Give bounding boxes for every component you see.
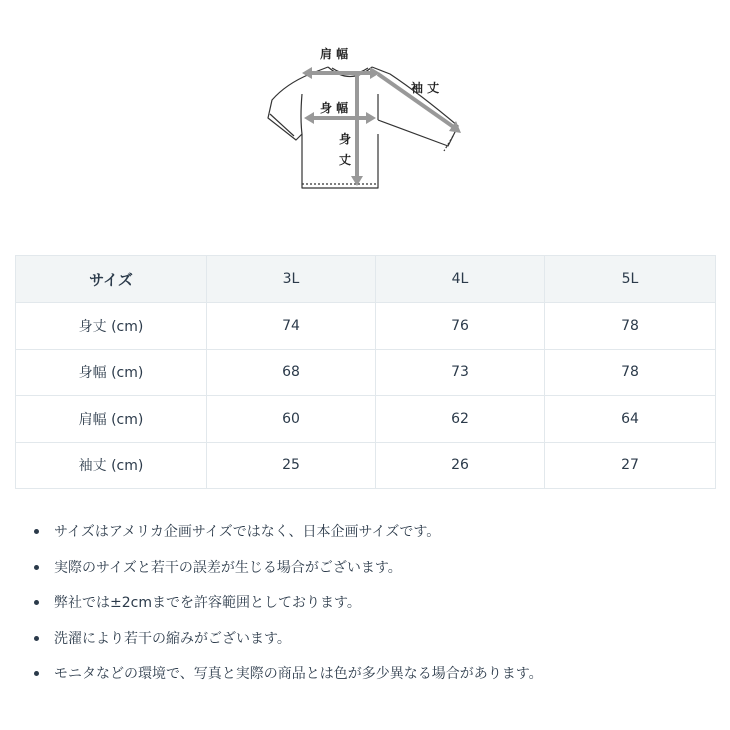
table-cell: 64 xyxy=(545,396,716,443)
row-label-body-length: 身丈 (cm) xyxy=(16,303,207,350)
row-label-body-width: 身幅 (cm) xyxy=(16,349,207,396)
list-item xyxy=(30,554,543,590)
size-column-4l: 4L xyxy=(376,256,545,303)
table-cell: 27 xyxy=(545,442,716,489)
note-text: モニタなどの環境で、写真と実際の商品とは色が多少異なる場合があります。 xyxy=(54,666,543,682)
table-cell: 78 xyxy=(545,349,716,396)
size-header-row xyxy=(16,256,716,303)
bullet-icon xyxy=(34,671,39,676)
row-label-shoulder-width: 肩幅 (cm) xyxy=(16,396,207,443)
shirt-measurement-diagram xyxy=(250,38,490,198)
table-cell: 76 xyxy=(376,303,545,350)
note-text: 実際のサイズと若干の誤差が生じる場合がございます。 xyxy=(54,559,402,576)
size-column-3l: 3L xyxy=(207,256,376,303)
list-item xyxy=(30,660,543,696)
table-row xyxy=(16,442,716,489)
notes-list xyxy=(30,518,543,696)
table-cell: 73 xyxy=(376,349,545,396)
row-label-sleeve-length: 袖丈 (cm) xyxy=(16,442,207,489)
table-cell: 74 xyxy=(207,303,376,350)
table-cell: 60 xyxy=(207,396,376,443)
table-row xyxy=(16,303,716,350)
size-column-5l: 5L xyxy=(545,256,716,303)
table-row xyxy=(16,396,716,443)
diagram-label-shoulder-width: 肩 幅 xyxy=(320,47,349,61)
bullet-icon xyxy=(34,600,39,605)
size-table xyxy=(15,255,716,489)
bullet-icon xyxy=(34,636,39,641)
size-header-label: サイズ xyxy=(16,256,207,303)
bullet-icon xyxy=(34,565,39,570)
diagram-label-sleeve-length: 袖 丈 xyxy=(411,81,440,95)
table-cell: 68 xyxy=(207,349,376,396)
list-item xyxy=(30,589,543,625)
diagram-label-body-width: 身 幅 xyxy=(320,101,349,115)
table-cell: 62 xyxy=(376,396,545,443)
note-text: 洗濯により若干の縮みがございます。 xyxy=(54,630,291,647)
note-text: 弊社では±2cmまでを許容範囲としております。 xyxy=(54,595,361,611)
table-row xyxy=(16,349,716,396)
note-text: サイズはアメリカ企画サイズではなく、日本企画サイズです。 xyxy=(54,524,441,540)
table-cell: 25 xyxy=(207,442,376,489)
bullet-icon xyxy=(34,529,39,534)
diagram-label-length-top: 身 xyxy=(339,132,352,146)
table-cell: 78 xyxy=(545,303,716,350)
list-item xyxy=(30,625,543,661)
long-sleeve-shirt-icon xyxy=(250,38,490,198)
list-item xyxy=(30,518,543,554)
diagram-label-length-bottom: 丈 xyxy=(339,153,352,167)
table-cell: 26 xyxy=(376,442,545,489)
